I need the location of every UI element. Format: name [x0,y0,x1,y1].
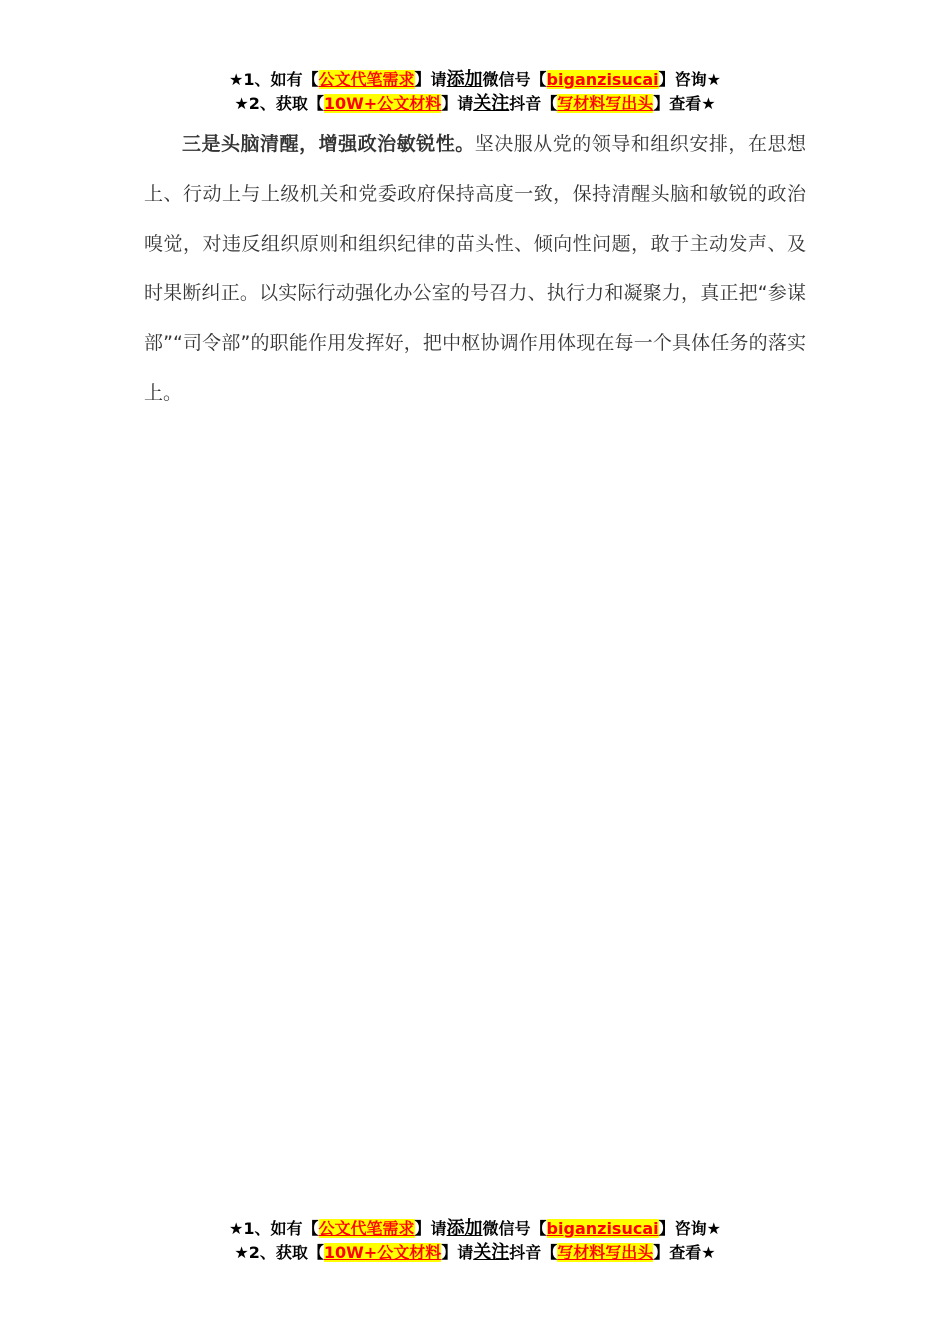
header-banner [0,68,950,116]
header-line-2-emphasis: 关注 [473,93,510,114]
header-line-1-suffix: 】咨询★ [658,70,721,89]
footer-line-1-prefix: ★1、如有【 [229,1219,319,1238]
footer-line-2-emphasis: 关注 [473,1242,510,1263]
paragraph-text: 坚决服从党的领导和组织安排，在思想上、行动上与上级机关和党委政府保持高度一致，保持清醒头脑和敏锐的政治嗅觉，对违反组织原则和组织纪律的苗头性、倾向性问题，敢于主动发声、及时果断纠正。以实际行动强化办公室的号召力、执行力和凝聚力，真正把“参谋部”“司令部”的职能作用发挥好，把中枢协调作用体现在每一个具体任务的落实上。 [144,133,806,404]
header-line-1-highlight: 公文代笔需求 [318,70,415,89]
paragraph-lead: 三是头脑清醒，增强政治敏锐性。 [182,133,475,155]
footer-line-1-text-2: 微信号【 [482,1219,547,1238]
footer-line-2-suffix: 】查看★ [653,1243,716,1262]
footer-banner [0,1217,950,1265]
footer-wechat-id: biganzisucai [546,1219,659,1238]
footer-line-2-highlight: 10W+公文材料 [323,1243,442,1262]
header-douyin-id: 写材料写出头 [557,94,654,113]
footer-line-1-suffix: 】咨询★ [658,1219,721,1238]
header-line-1-text: 】请 [414,70,447,89]
body-paragraph [144,120,806,419]
header-line-2-text: 】请 [441,94,474,113]
header-line-2-prefix: ★2、获取【 [234,94,324,113]
header-wechat-id: biganzisucai [546,70,659,89]
footer-line-1-text: 】请 [414,1219,447,1238]
footer-line-2-text: 】请 [441,1243,474,1262]
footer-line-1 [0,1217,950,1241]
header-line-1-prefix: ★1、如有【 [229,70,319,89]
footer-douyin-id: 写材料写出头 [557,1243,654,1262]
header-line-1-emphasis: 添加 [446,69,483,90]
header-line-2-highlight: 10W+公文材料 [323,94,442,113]
footer-line-1-highlight: 公文代笔需求 [318,1219,415,1238]
footer-line-2-prefix: ★2、获取【 [234,1243,324,1262]
header-line-2-suffix: 】查看★ [653,94,716,113]
footer-line-2 [0,1241,950,1265]
footer-line-2-text-2: 抖音【 [509,1243,558,1262]
header-line-2 [0,92,950,116]
footer-line-1-emphasis: 添加 [446,1218,483,1239]
header-line-2-text-2: 抖音【 [509,94,558,113]
header-line-1-text-2: 微信号【 [482,70,547,89]
header-line-1 [0,68,950,92]
